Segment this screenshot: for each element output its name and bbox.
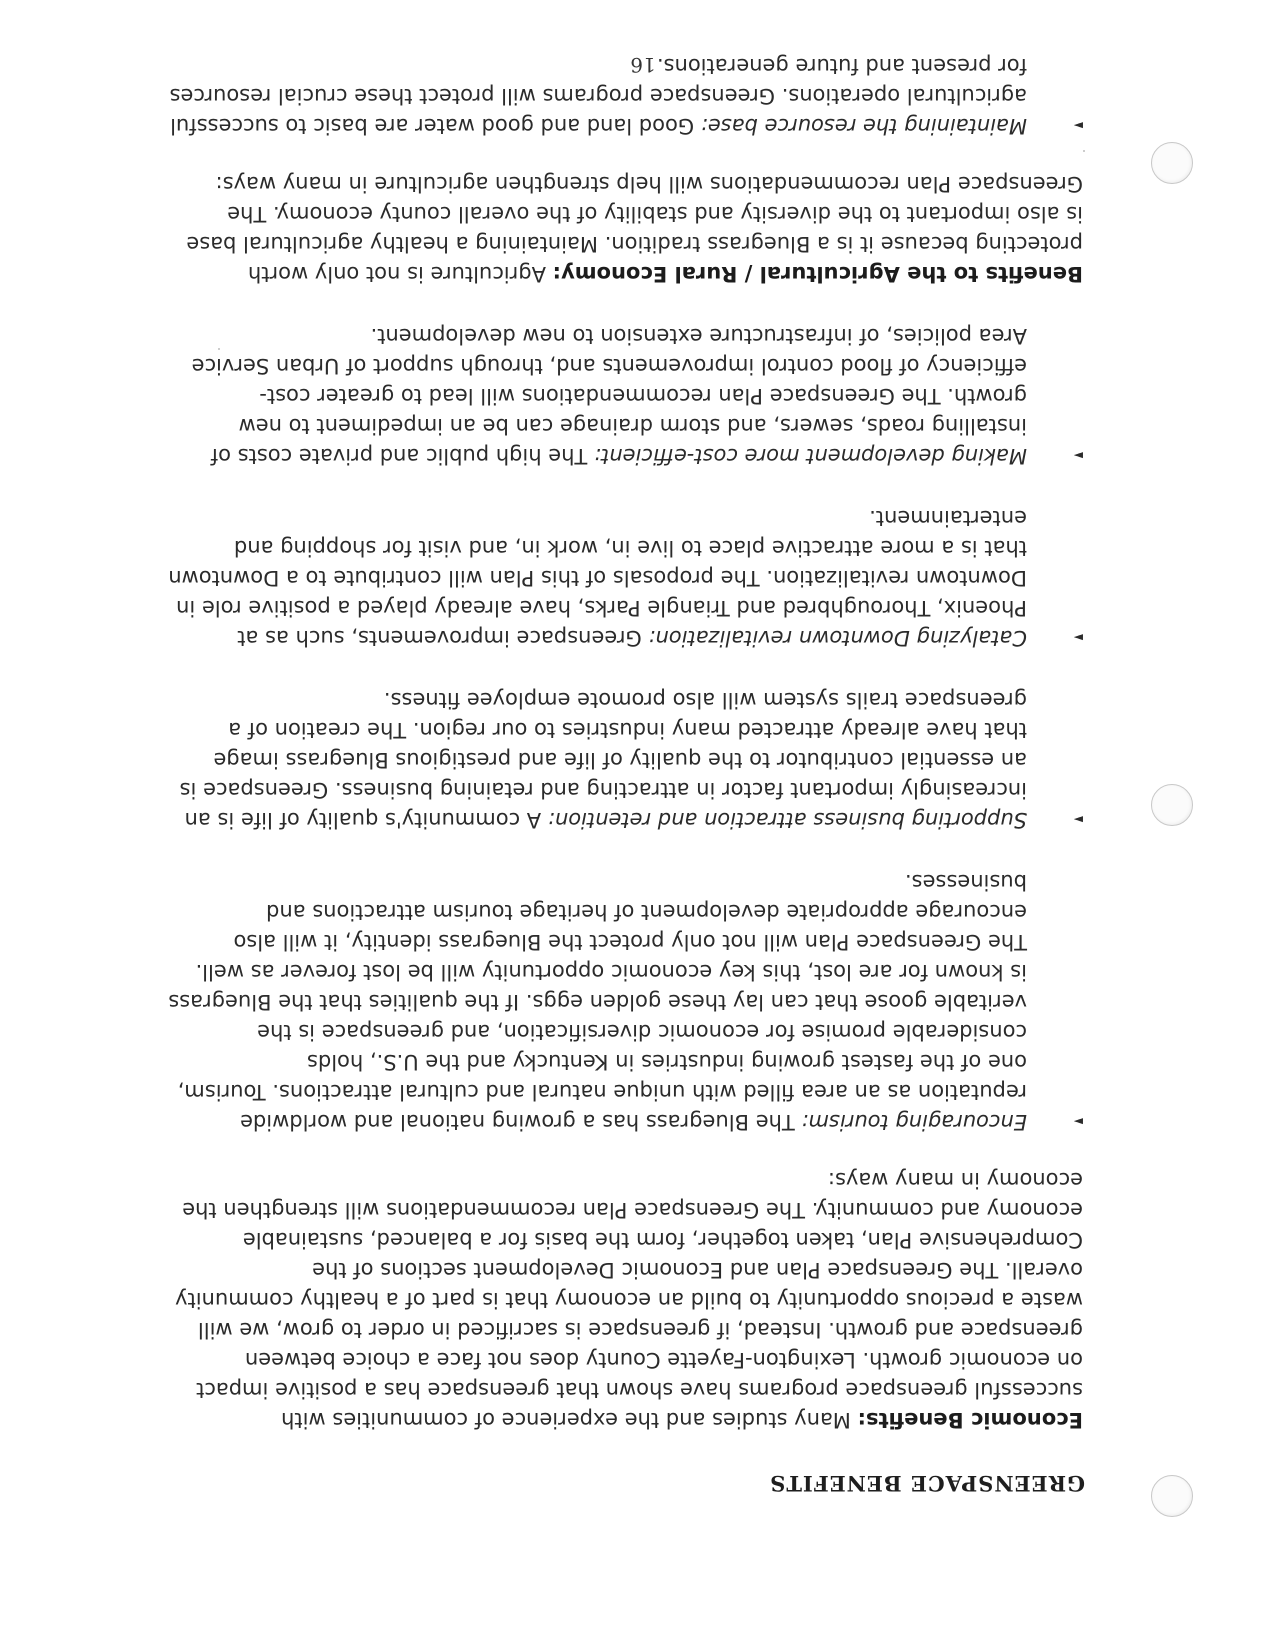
scan-speck: [1083, 150, 1085, 152]
bullet-arrow-icon: ►: [1073, 631, 1083, 645]
economic-benefits-heading: Economic Benefits:: [857, 1408, 1083, 1432]
list-item: [168, 685, 1083, 835]
agricultural-benefits-heading: Benefits to the Agricultural / Rural Economy:: [552, 262, 1083, 286]
punch-hole: [1151, 784, 1193, 826]
list-item: [168, 321, 1083, 471]
bullet-text: [168, 685, 1027, 835]
list-item: [168, 867, 1083, 1137]
page-number: 16: [630, 53, 656, 77]
bullet-body: Greenspace improvements, such as at Phoenix, Thoroughbred and Triangle Parks, have already played a positive role in Downtown revitalization. The proposals of this Plan will contribute to a Downtown that is a more attractive place to live in, work in, and visit for shopping and entertainment.: [168, 506, 1027, 650]
economic-benefits-paragraph: [168, 1165, 1083, 1435]
page-title: GREENSPACE BENEFITS: [769, 1471, 1085, 1496]
list-item: [168, 503, 1083, 653]
page-body: [168, 19, 1083, 1435]
bullet-heading: Encouraging tourism:: [801, 1110, 1027, 1134]
bullet-text: [168, 51, 1027, 141]
punch-hole: [1151, 1475, 1193, 1517]
bullet-heading: Supporting business attraction and retention:: [547, 808, 1027, 832]
bullet-heading: Catalyzing Downtown revitalization:: [648, 626, 1027, 650]
bullet-arrow-icon: ►: [1073, 119, 1083, 133]
bullet-body: Good land and good water are basic to successful agricultural operations. Greenspace programs will protect these crucial resources for present and future generations.: [169, 54, 1027, 138]
agricultural-benefits-paragraph: [168, 169, 1083, 289]
bullet-heading: Making development more cost-efficient:: [593, 444, 1027, 468]
bullet-heading: Maintaining the resource base:: [700, 114, 1027, 138]
bullet-text: [168, 503, 1027, 653]
bullet-arrow-icon: ►: [1073, 1115, 1083, 1129]
punch-hole: [1151, 142, 1193, 184]
bullet-body: The Bluegrass has a growing national and worldwide reputation as an area filled with unique natural and cultural attractions. Tourism, one of the fastest growing industries in Kentucky and the U.S., holds considerable promise for economic diversification, and greenspace is the veritable goose that can lay these golden eggs. If the qualities that the Bluegrass is known for are lost, this key economic opportunity will be lost forever as well. The Greenspace Plan will not only protect the Bluegrass identity, it will also encourage appropriate development of heritage tourism attractions and businesses.: [168, 870, 1027, 1134]
bullet-body: A community's quality of life is an increasingly important factor in attracting and retaining business. Greenspace is an essential contributor to the quality of life and prestigious Bluegrass image that have already attracted many industries to our region. The creation of a greenspace trails system will also promote employee fitness.: [179, 688, 1027, 832]
bullet-text: [168, 867, 1027, 1137]
agricultural-benefits-text: Agriculture is not only worth protecting because it is a Bluegrass tradition. Maintaining a healthy agricultural base is also important to the diversity and stability of the overall county economy. The Greenspace Plan recommendations will help strengthen agriculture in many ways:: [186, 172, 1083, 286]
bullet-arrow-icon: ►: [1073, 449, 1083, 463]
economic-benefits-text: Many studies and the experience of communities with successful greenspace programs have shown that greenspace has a positive impact on economic growth. Lexington-Fayette County does not face a choice between greenspace and growth. Instead, if greenspace is sacrificed in order to grow, we will waste a precious opportunity to build an economy that is part of a healthy community overall. The Greenspace Plan and Economic Development sections of the Comprehensive Plan, taken together, form the basis for a balanced, sustainable economy and community. The Greenspace Plan recommendations will strengthen the economy in many ways:: [175, 1168, 1083, 1432]
bullet-body: The high public and private costs of installing roads, sewers, and storm drainage can be an impediment to new growth. The Greenspace Plan recommendations will lead to greater cost-efficiency of flood control improvements and, through support of Urban Service Area policies, of infrastructure extension to new development.: [191, 324, 1027, 468]
bullet-text: [168, 321, 1027, 471]
bullet-arrow-icon: ►: [1073, 813, 1083, 827]
